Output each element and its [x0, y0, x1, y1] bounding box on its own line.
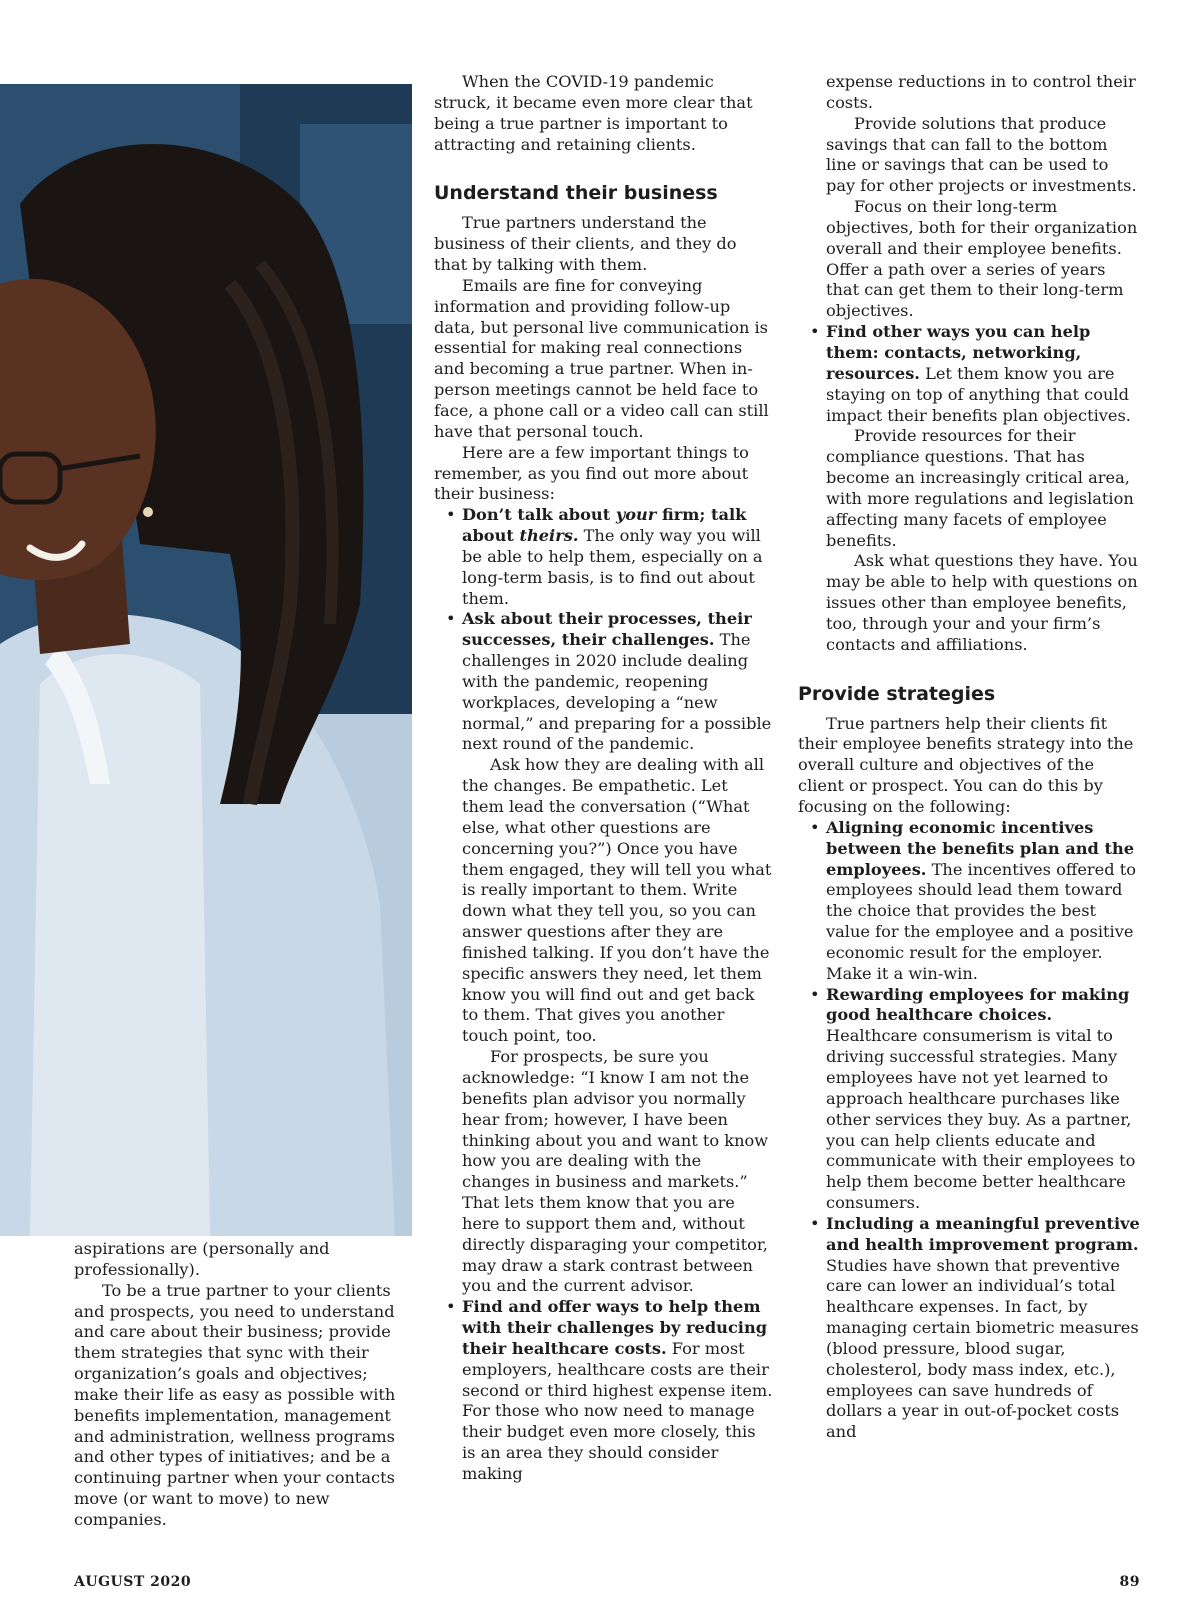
- column-3: [798, 72, 1142, 1443]
- bullet-text: Healthcare consumerism is vital to driving successful strategies. Many employees have not yet learned to approach healthcare purchases like other services they buy. As a partner, you can help clients educate and communicate with their employees to help them become better healthcare consumers.: [826, 1026, 1136, 1213]
- bullet-text: For most employers, healthcare costs are their second or third highest expense item. For those who now need to manage their budget even more closely, this is an area they should consider making: [462, 1338, 773, 1483]
- bullet-bold: Including a meaningful preventive and health improvement program.: [826, 1213, 1140, 1254]
- paragraph: For prospects, be sure you acknowledge: “I know I am not the benefits plan advisor you normally hear from; however, I have been thinking about you and want to know how you are dealing with the changes in business and markets.” That lets them know that you are here to support them and, without directly disparaging your competitor, may draw a stark contrast between you and the current advisor.: [462, 1047, 769, 1296]
- column-1: [74, 1239, 410, 1531]
- list-item: [798, 322, 1142, 656]
- bullet-list: [798, 322, 1142, 656]
- bullet-bold: Ask about their processes, their successes, their challenges.: [462, 609, 752, 650]
- bullet-text: Let them know you are staying on top of anything that could impact their benefits plan objectives.: [826, 363, 1131, 425]
- paragraph: Provide solutions that produce savings that can fall to the bottom line or savings that can be used to pay for other projects or investments.: [826, 113, 1137, 196]
- paragraph: Ask how they are dealing with all the changes. Be empathetic. Let them lead the conversation (“What else, what other questions are concerning you?”) Once you have them engaged, they will tell you what is really important to them. Write down what they tell you, so you can answer questions after they are finished talking. If you don’t have the specific answers they need, let them know you will find out and get back to them. That gives you another touch point, too.: [462, 755, 772, 1046]
- paragraph: When the COVID-19 pandemic struck, it became even more clear that being a true partner is important to attracting and retaining clients.: [434, 72, 753, 154]
- bullet-list: [798, 818, 1142, 1443]
- bullet-text: The challenges in 2020 include dealing with the pandemic, reopening workplaces, developing a “new normal,” and preparing for a possible next round of the pandemic.: [462, 630, 772, 754]
- list-item: [434, 505, 774, 609]
- list-item: [798, 985, 1142, 1214]
- bullet-bold: Aligning economic incentives between the benefits plan and the employees.: [826, 817, 1135, 879]
- list-item: [434, 1297, 774, 1485]
- list-item: [798, 1214, 1142, 1443]
- paragraph: To be a true partner to your clients and prospects, you need to understand and care about their business; provide them strategies that sync with their organization’s goals and objectives; make their life as easy as possible with benefits implementation, management and administration, wellness programs and other types of initiatives; and be a continuing partner when your contacts move (or want to move) to new companies.: [74, 1280, 396, 1529]
- page-number: 89: [1119, 1574, 1140, 1590]
- bullet-text: Studies have shown that preventive care can lower an individual’s total healthcare expenses. In fact, by managing certain biometric measures (blood pressure, blood sugar, cholesterol, body mass index, etc.), employees can save hundreds of dollars a year in out-of-pocket costs and: [826, 1255, 1139, 1442]
- paragraph: Emails are fine for conveying information and providing follow-up data, but personal live communication is essential for making real connections and becoming a true partner. When in-person meetings cannot be held face to face, a phone call or a video call can still have that personal touch.: [434, 275, 769, 441]
- section-heading: Provide strategies: [798, 682, 996, 705]
- bullet-bold: Don’t talk about your firm; talk about theirs.: [462, 505, 747, 546]
- bullet-bold: Find other ways you can help them: contacts, networking, resources.: [826, 322, 1091, 383]
- list-item: [798, 818, 1142, 985]
- paragraph: Focus on their long-term objectives, both for their organization overall and their employee benefits. Offer a path over a series of years that can get them to their long-term objectives.: [826, 197, 1138, 321]
- bullet-bold: Find and offer ways to help them with their challenges by reducing their healthcare costs.: [462, 1297, 768, 1358]
- woman-illustration: [0, 84, 412, 1236]
- paragraph: True partners help their clients fit their employee benefits strategy into the overall culture and objectives of the client or prospect. You can do this by focusing on the following:: [798, 713, 1134, 816]
- column-2: [434, 72, 774, 1485]
- paragraph: Here are a few important things to remember, as you find out more about their business:: [434, 442, 749, 504]
- paragraph: expense reductions in to control their costs.: [826, 72, 1136, 112]
- bullet-list: [434, 505, 774, 1485]
- bullet-bold: Rewarding employees for making good healthcare choices.: [826, 984, 1130, 1025]
- bullet-text: The only way you will be able to help them, especially on a long-term basis, is to find out about them.: [462, 526, 763, 608]
- paragraph: True partners understand the business of their clients, and they do that by talking with them.: [434, 213, 737, 275]
- section-heading: Understand their business: [434, 182, 718, 205]
- paragraph: aspirations are (personally and professionally).: [74, 1239, 330, 1279]
- paragraph: Provide resources for their compliance questions. That has become an increasingly critical area, with more regulations and legislation affecting many facets of employee benefits.: [826, 426, 1134, 550]
- list-item: [434, 609, 774, 1297]
- footer-date: AUGUST 2020: [74, 1574, 192, 1590]
- woman-photo: [0, 84, 412, 1236]
- bullet-text: The incentives offered to employees should lead them toward the choice that provides the best value for the employee and a positive economic result for the employer. Make it a win-win.: [826, 859, 1136, 983]
- paragraph: Ask what questions they have. You may be able to help with questions on issues other than employee benefits, too, through your and your firm’s contacts and affiliations.: [826, 551, 1138, 654]
